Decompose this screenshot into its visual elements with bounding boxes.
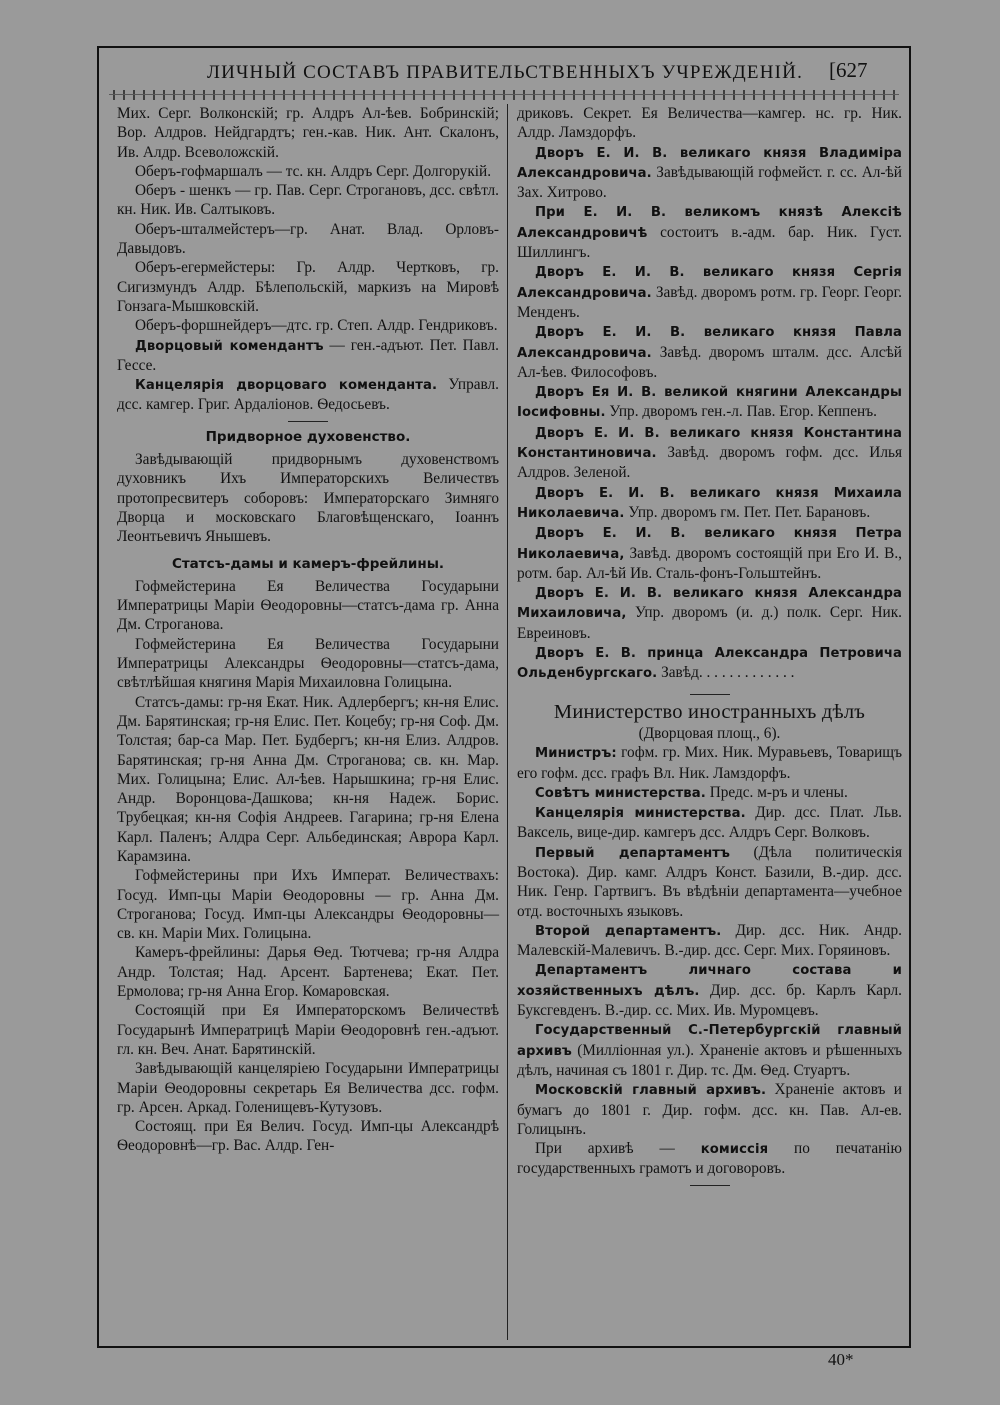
- entry-label: Второй департаментъ.: [535, 923, 722, 939]
- paragraph: [517, 1080, 902, 1139]
- paragraph: [517, 1139, 902, 1179]
- paragraph: Состоящ. при Ея Велич. Госуд. Имп-цы Александрѣ Ѳеодоровнѣ—гр. Вас. Алдр. Ген-: [117, 1118, 499, 1155]
- entry-text: (Милліонная ул.). Храненіе актовъ и рѣшенныхъ дѣлъ, начиная съ 1801 г. Дир. тс. Дм. Ѳед. Стуартъ.: [517, 1041, 902, 1079]
- paragraph: Состоящій при Ея Императорскомъ Величествѣ Государынѣ Императрицѣ Маріи Ѳеодоровнѣ ген.-адъют. гл. кн. Веч. Анат. Барятинскій.: [117, 1002, 499, 1058]
- entry-label: Департаментъ личнаго состава и хозяйственныхъ дѣлъ.: [517, 963, 902, 999]
- entry-label: комиссія: [700, 1142, 769, 1158]
- entry-text: Дир. дсс. Ник. Андр. Малевскій-Малевичъ. В.-дир. дсс. Серг. Мих. Горяиновъ.: [517, 921, 902, 960]
- paragraph: Оберъ-егермейстеры: Гр. Алдр. Чертковъ, гр. Сигизмундъ Алдр. Бѣлепольскій, маркизъ на Мировѣ Гонзага-Мышковскій.: [117, 259, 499, 315]
- paragraph: [517, 382, 902, 423]
- entry-label: Дворъ Е. И. В. великаго князя Михаила Николаевича.: [517, 485, 902, 521]
- entry-label: Дворъ Е. И. В. великаго князя Петра Николаевича,: [517, 526, 902, 562]
- paragraph: Оберъ-гофмаршалъ — тс. кн. Алдръ Серг. Долгорукій.: [135, 162, 492, 180]
- paragraph: Завѣдывающій канцеляріею Государыни Императрицы Маріи Ѳеодоровны секретарь Ея Величества дсс. гофм. гр. Арсен. Аркад. Голенищевъ-Кутузовъ.: [117, 1060, 499, 1116]
- entry-text: Завѣд. дворомъ состоящій при Его И. В., ротм. бар. Ал-ѣй Ив. Сталь-фонъ-Гольштейнъ.: [517, 544, 902, 582]
- entry-text: При архивѣ —: [535, 1140, 701, 1158]
- entry-label: Канцелярія министерства.: [535, 806, 746, 822]
- paragraph: [517, 423, 902, 483]
- entry-text: Предс. м-ръ и члены.: [705, 783, 848, 801]
- decorative-rule: [109, 90, 899, 100]
- paragraph: [517, 143, 902, 203]
- paragraph: Гофмейстерины при Ихъ Императ. Величествахъ: Госуд. Имп-цы Маріи Ѳеодоровны — гр. Анна Дм. Строганова; Госуд. Имп-цы Александры Ѳеодоровны—св. кн. Маріи Мих. Голицына.: [117, 867, 499, 943]
- entry-label: Дворъ Е. И. В. великаго князя Владиміра Александровича.: [517, 145, 902, 181]
- paragraph: Камеръ-фрейлины: Дарья Ѳед. Тютчева; гр-ня Алдра Андр. Толстая; Над. Арсент. Бартенева; Екат. Пет. Ермолова; гр-ня Анна Егор. Комаровская.: [117, 944, 499, 1001]
- entry-text: по печатанію государственныхъ грамотъ и договоровъ.: [517, 1140, 902, 1178]
- entry-text: Упр. дворомъ ген.-л. Пав. Егор. Кеппенъ.: [605, 403, 877, 421]
- entry-text: гофм. гр. Мих. Ник. Муравьевъ, Товарищъ его гофм. дсс. графъ Вл. Ник. Ламздорфъ.: [517, 744, 902, 782]
- ministry-address: (Дворцовая площ., 6).: [638, 724, 781, 742]
- paragraph: Гофмейстерина Ея Величества Государыни Императрицы Маріи Ѳеодоровны—статсъ-дама гр. Анна Дм. Строганова.: [117, 577, 499, 634]
- entry-text: Храненіе актовъ и бумагъ до 1801 г. Дир. гофм. дсс. кн. Пав. Ал-ев. Голицынъ.: [517, 1081, 902, 1138]
- paragraph: [517, 202, 902, 262]
- column-divider: [507, 104, 508, 1340]
- paragraph: Оберъ-шталмейстеръ—гр. Анат. Влад. Орловъ-Давыдовъ.: [117, 220, 499, 258]
- page-frame: [97, 46, 911, 1348]
- entry-text: Упр. дворомъ гм. Пет. Пет. Барановъ.: [624, 503, 871, 521]
- paragraph: Оберъ - шенкъ — гр. Пав. Серг. Строгановъ, дсс. свѣтл. кн. Ник. Ив. Салтыковъ.: [117, 182, 499, 219]
- section-heading: Придворное духовенство.: [205, 428, 411, 445]
- paragraph: [517, 262, 902, 322]
- paragraph: [517, 643, 902, 684]
- entry-text: Завѣд. . . . . . . . . . . . .: [657, 664, 795, 682]
- entry-text: Дир. дсс. бр. Карлъ Карл. Буксгевденъ. В.-дир. сс. Мих. Ив. Муромцевъ.: [517, 981, 902, 1020]
- entry-label: Государственный С.-Петербургскій главный архивъ: [517, 1023, 902, 1059]
- entry-label: Совѣтъ министерства.: [535, 785, 706, 801]
- paragraph: [517, 322, 902, 382]
- paragraph: Гофмейстерина Ея Величества Государыни Императрицы Александры Ѳеодоровны—статсъ-дама, свѣтлѣйшая княгиня Марія Михаиловна Голицына.: [117, 635, 499, 692]
- entry-text: Завѣд. дворомъ ротм. гр. Георг. Георг. Менденъ.: [517, 283, 902, 321]
- paragraph: [117, 375, 499, 415]
- paragraph: [517, 783, 902, 803]
- separator: [690, 694, 730, 695]
- page-header: [99, 48, 909, 106]
- paragraph: Мих. Серг. Волконскій; гр. Алдръ Ал-ѣев. Бобринскій; Вор. Алдров. Нейдгардтъ; ген.-кав. Ник. Ант. Скалонъ, Ив. Алдр. Всеволожскій.: [117, 105, 499, 161]
- entry-text: Дир. дсс. Плат. Льв. Ваксель, вице-дир. камгеръ дсс. Алдръ Серг. Волковъ.: [517, 804, 902, 842]
- entry-label: Дворъ Ея И. В. великой княгини Александры Іосифовны.: [517, 385, 902, 421]
- separator: [288, 421, 328, 422]
- entry-label: Дворцовый комендантъ: [135, 338, 324, 354]
- left-column: [117, 104, 499, 1156]
- entry-label: Первый департаментъ: [535, 845, 731, 861]
- entry-text: состоитъ в.-адм. бар. Ник. Густ. Шиллингъ.: [517, 223, 902, 262]
- section-heading: Статсъ-дамы и камеръ-фрейлины.: [171, 555, 445, 572]
- right-column: [517, 104, 902, 1192]
- paragraph: [117, 336, 499, 376]
- entry-label: Канцелярія дворцоваго коменданта.: [135, 378, 438, 394]
- paragraph: [517, 803, 902, 843]
- paragraph: [517, 960, 902, 1020]
- entry-label: Дворъ Е. В. принца Александра Петровича Ольденбургскаго.: [517, 646, 902, 682]
- entry-label: Московскій главный архивъ.: [535, 1083, 767, 1099]
- entry-label: Дворъ Е. И. В. великаго князя Александра Михаиловича,: [517, 586, 902, 622]
- entry-text: Завѣдывающій гофмейст. г. сс. Ал-ѣй Зах. Хитрово.: [517, 163, 902, 202]
- paragraph: [517, 743, 902, 783]
- paragraph: [517, 483, 902, 524]
- entry-text: Управл. дсс. камгер. Григ. Ардаліонов. Ѳедосьевъ.: [117, 376, 499, 414]
- entry-text: (Дѣла политическія Востока). Дир. камг. Алдръ Конст. Базили, В.-дир. дсс. Ник. Генр. Гартвигъ. Въ вѣдѣніи департамента—учебное отд. восточныхъ языковъ.: [517, 843, 902, 920]
- entry-text: — ген.-адъют. Пет. Павл. Гессе.: [117, 336, 499, 374]
- entry-text: Упр. дворомъ (и. д.) полк. Серг. Ник. Евреиновъ.: [517, 604, 902, 642]
- paragraph: дриковъ. Секрет. Ея Величества—камгер. нс. гр. Ник. Алдр. Ламздорфъ.: [517, 105, 902, 142]
- paragraph: [517, 921, 902, 961]
- entry-label: Дворъ Е. И. В. великаго князя Сергія Александровича.: [517, 265, 902, 301]
- entry-label: Дворъ Е. И. В. великаго князя Павла Александровича.: [517, 325, 902, 361]
- running-title: ЛИЧНЫЙ СОСТАВЪ ПРАВИТЕЛЬСТВЕННЫХЪ УЧРЕЖДЕНІЙ.: [207, 62, 804, 83]
- entry-text: Завѣд. дворомъ шталм. дсс. Алсѣй Ал-ѣев. Философовъ.: [517, 343, 902, 381]
- paragraph: Оберъ-форшнейдеръ—дтс. гр. Степ. Алдр. Гендриковъ.: [135, 317, 498, 335]
- paragraph: [517, 523, 902, 583]
- page-number: [627: [829, 58, 868, 82]
- paragraph: [517, 843, 902, 921]
- paragraph: [517, 583, 902, 643]
- entry-text: Завѣд. дворомъ гофм. дсс. Илья Алдров. Зеленой.: [517, 444, 902, 482]
- entry-label: Министръ:: [535, 746, 617, 762]
- ministry-title: Министерство иностранныхъ дѣлъ: [553, 700, 866, 723]
- paragraph: Статсъ-дамы: гр-ня Екат. Ник. Адлербергъ; кн-ня Елис. Дм. Барятинская; гр-ня Елис. Пет. Коцебу; гр-ня Соф. Дм. Толстая; бар-са Мар. Пет. Будбергъ; кн-ня Елиз. Алдров. Барятинская; гр-ня Анна Дм. Строганова; св. кн. Мар. Мих. Голицына; Елис. Ал-ѣев. Нарышкина; гр-ня Елис. Андр. Воронцова-Дашкова; кн-ня Надеж. Борис. Трубецкая; кн-ня Софія Андреев. Гагарина; гр-ня Елена Карл. Паленъ; Алдра Серг. Альбединская; Аврора Карл. Карамзина.: [117, 693, 499, 865]
- entry-label: Дворъ Е. И. В. великаго князя Константина Константиновича.: [517, 425, 902, 462]
- paragraph: Завѣдывающій придворнымъ духовенствомъ духовникъ Ихъ Императорскихъ Величествъ протопресвитеръ соборовъ: Императорскаго Зимняго Дворца и московскаго Благовѣщенскаго, Іоаннъ Леонтьевичъ Янышевъ.: [117, 451, 499, 546]
- separator: [690, 1185, 730, 1186]
- entry-label: При Е. И. В. великомъ князѣ Алексіѣ Александровичѣ: [517, 205, 902, 241]
- paragraph: [517, 1020, 902, 1080]
- signature-mark: 40*: [828, 1350, 854, 1369]
